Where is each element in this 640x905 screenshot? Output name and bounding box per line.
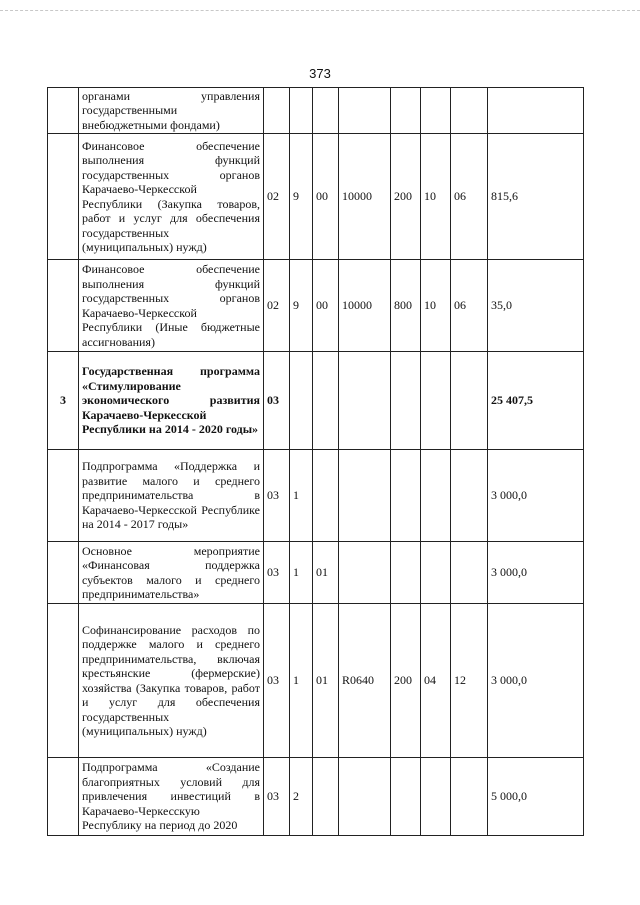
direction-code-cell: 10000 [339, 134, 391, 260]
table-row [48, 352, 584, 450]
budget-table [47, 87, 584, 836]
subprogram-code-cell [290, 88, 313, 134]
section-code-cell: 10 [421, 134, 451, 260]
program-code-cell: 03 [264, 352, 290, 450]
subsection-code-cell [451, 542, 488, 604]
item-name-cell: Финансовое обеспечение выполнения функций государственных органов Карачаево-Черкесской Республики (Закупка товаров, работ и услуг для обеспечения государственных (муниципальных) нужд) [79, 134, 264, 260]
program-code-cell: 03 [264, 450, 290, 542]
table-row [48, 604, 584, 758]
subprogram-code-cell [290, 352, 313, 450]
page-number: 373 [309, 66, 331, 81]
activity-code-cell [313, 450, 339, 542]
direction-code-cell [339, 758, 391, 836]
subsection-code-cell: 06 [451, 260, 488, 352]
program-code-cell: 03 [264, 604, 290, 758]
section-code-cell [421, 758, 451, 836]
activity-code-cell [313, 352, 339, 450]
table-row [48, 88, 584, 134]
program-code-cell: 03 [264, 542, 290, 604]
amount-cell: 25 407,5 [488, 352, 584, 450]
activity-code-cell: 01 [313, 542, 339, 604]
expense-type-code-cell [391, 758, 421, 836]
expense-type-code-cell [391, 88, 421, 134]
amount-cell [488, 88, 584, 134]
section-code-cell [421, 450, 451, 542]
direction-code-cell [339, 450, 391, 542]
row-number-cell: 3 [48, 352, 79, 450]
direction-code-cell [339, 542, 391, 604]
table-row [48, 134, 584, 260]
program-code-cell: 02 [264, 134, 290, 260]
subprogram-code-cell: 1 [290, 604, 313, 758]
item-name-cell: Софинансирование расходов по поддержке малого и среднего предпринимательства, включая крестьянские (фермерские) хозяйства (Закупка товаров, работ и услуг для обеспечения государственных (муниципальных) нужд) [79, 604, 264, 758]
subsection-code-cell [451, 352, 488, 450]
activity-code-cell [313, 758, 339, 836]
scan-edge-line [0, 10, 640, 12]
activity-code-cell: 01 [313, 604, 339, 758]
section-code-cell: 10 [421, 260, 451, 352]
subprogram-code-cell: 9 [290, 260, 313, 352]
subsection-code-cell: 12 [451, 604, 488, 758]
program-code-cell [264, 88, 290, 134]
subprogram-code-cell: 9 [290, 134, 313, 260]
subsection-code-cell [451, 88, 488, 134]
item-name-cell: Подпрограмма «Поддержка и развитие малого и среднего предпринимательства в Карачаево-Черкесской Республике на 2014 - 2017 годы» [79, 450, 264, 542]
expense-type-code-cell: 200 [391, 134, 421, 260]
expense-type-code-cell: 200 [391, 604, 421, 758]
item-name-cell: органами управления государственными внебюджетными фондами) [79, 88, 264, 134]
amount-cell: 3 000,0 [488, 450, 584, 542]
section-code-cell: 04 [421, 604, 451, 758]
direction-code-cell: R0640 [339, 604, 391, 758]
row-number-cell [48, 260, 79, 352]
item-name-cell: Финансовое обеспечение выполнения функций государственных органов Карачаево-Черкесской Республики (Иные бюджетные ассигнования) [79, 260, 264, 352]
row-number-cell [48, 450, 79, 542]
direction-code-cell: 10000 [339, 260, 391, 352]
budget-table-body [48, 88, 584, 836]
subsection-code-cell [451, 450, 488, 542]
direction-code-cell [339, 88, 391, 134]
subprogram-code-cell: 1 [290, 450, 313, 542]
direction-code-cell [339, 352, 391, 450]
activity-code-cell [313, 88, 339, 134]
expense-type-code-cell [391, 352, 421, 450]
table-row [48, 758, 584, 836]
amount-cell: 3 000,0 [488, 604, 584, 758]
table-row [48, 450, 584, 542]
item-name-cell: Основное мероприятие «Финансовая поддержка субъектов малого и среднего предпринимательства» [79, 542, 264, 604]
activity-code-cell: 00 [313, 134, 339, 260]
amount-cell: 35,0 [488, 260, 584, 352]
subsection-code-cell [451, 758, 488, 836]
expense-type-code-cell: 800 [391, 260, 421, 352]
subprogram-code-cell: 2 [290, 758, 313, 836]
row-number-cell [48, 604, 79, 758]
activity-code-cell: 00 [313, 260, 339, 352]
program-code-cell: 02 [264, 260, 290, 352]
row-number-cell [48, 758, 79, 836]
table-row [48, 260, 584, 352]
table-row [48, 542, 584, 604]
subsection-code-cell: 06 [451, 134, 488, 260]
expense-type-code-cell [391, 542, 421, 604]
program-code-cell: 03 [264, 758, 290, 836]
section-code-cell [421, 352, 451, 450]
row-number-cell [48, 88, 79, 134]
row-number-cell [48, 134, 79, 260]
section-code-cell [421, 542, 451, 604]
item-name-cell: Подпрограмма «Создание благоприятных условий для привлечения инвестиций в Карачаево-Черкесскую Республику на период до 2020 [79, 758, 264, 836]
subprogram-code-cell: 1 [290, 542, 313, 604]
section-code-cell [421, 88, 451, 134]
expense-type-code-cell [391, 450, 421, 542]
item-name-cell: Государственная программа «Стимулирование экономического развития Карачаево-Черкесской Республики на 2014 - 2020 годы» [79, 352, 264, 450]
amount-cell: 3 000,0 [488, 542, 584, 604]
row-number-cell [48, 542, 79, 604]
amount-cell: 5 000,0 [488, 758, 584, 836]
amount-cell: 815,6 [488, 134, 584, 260]
